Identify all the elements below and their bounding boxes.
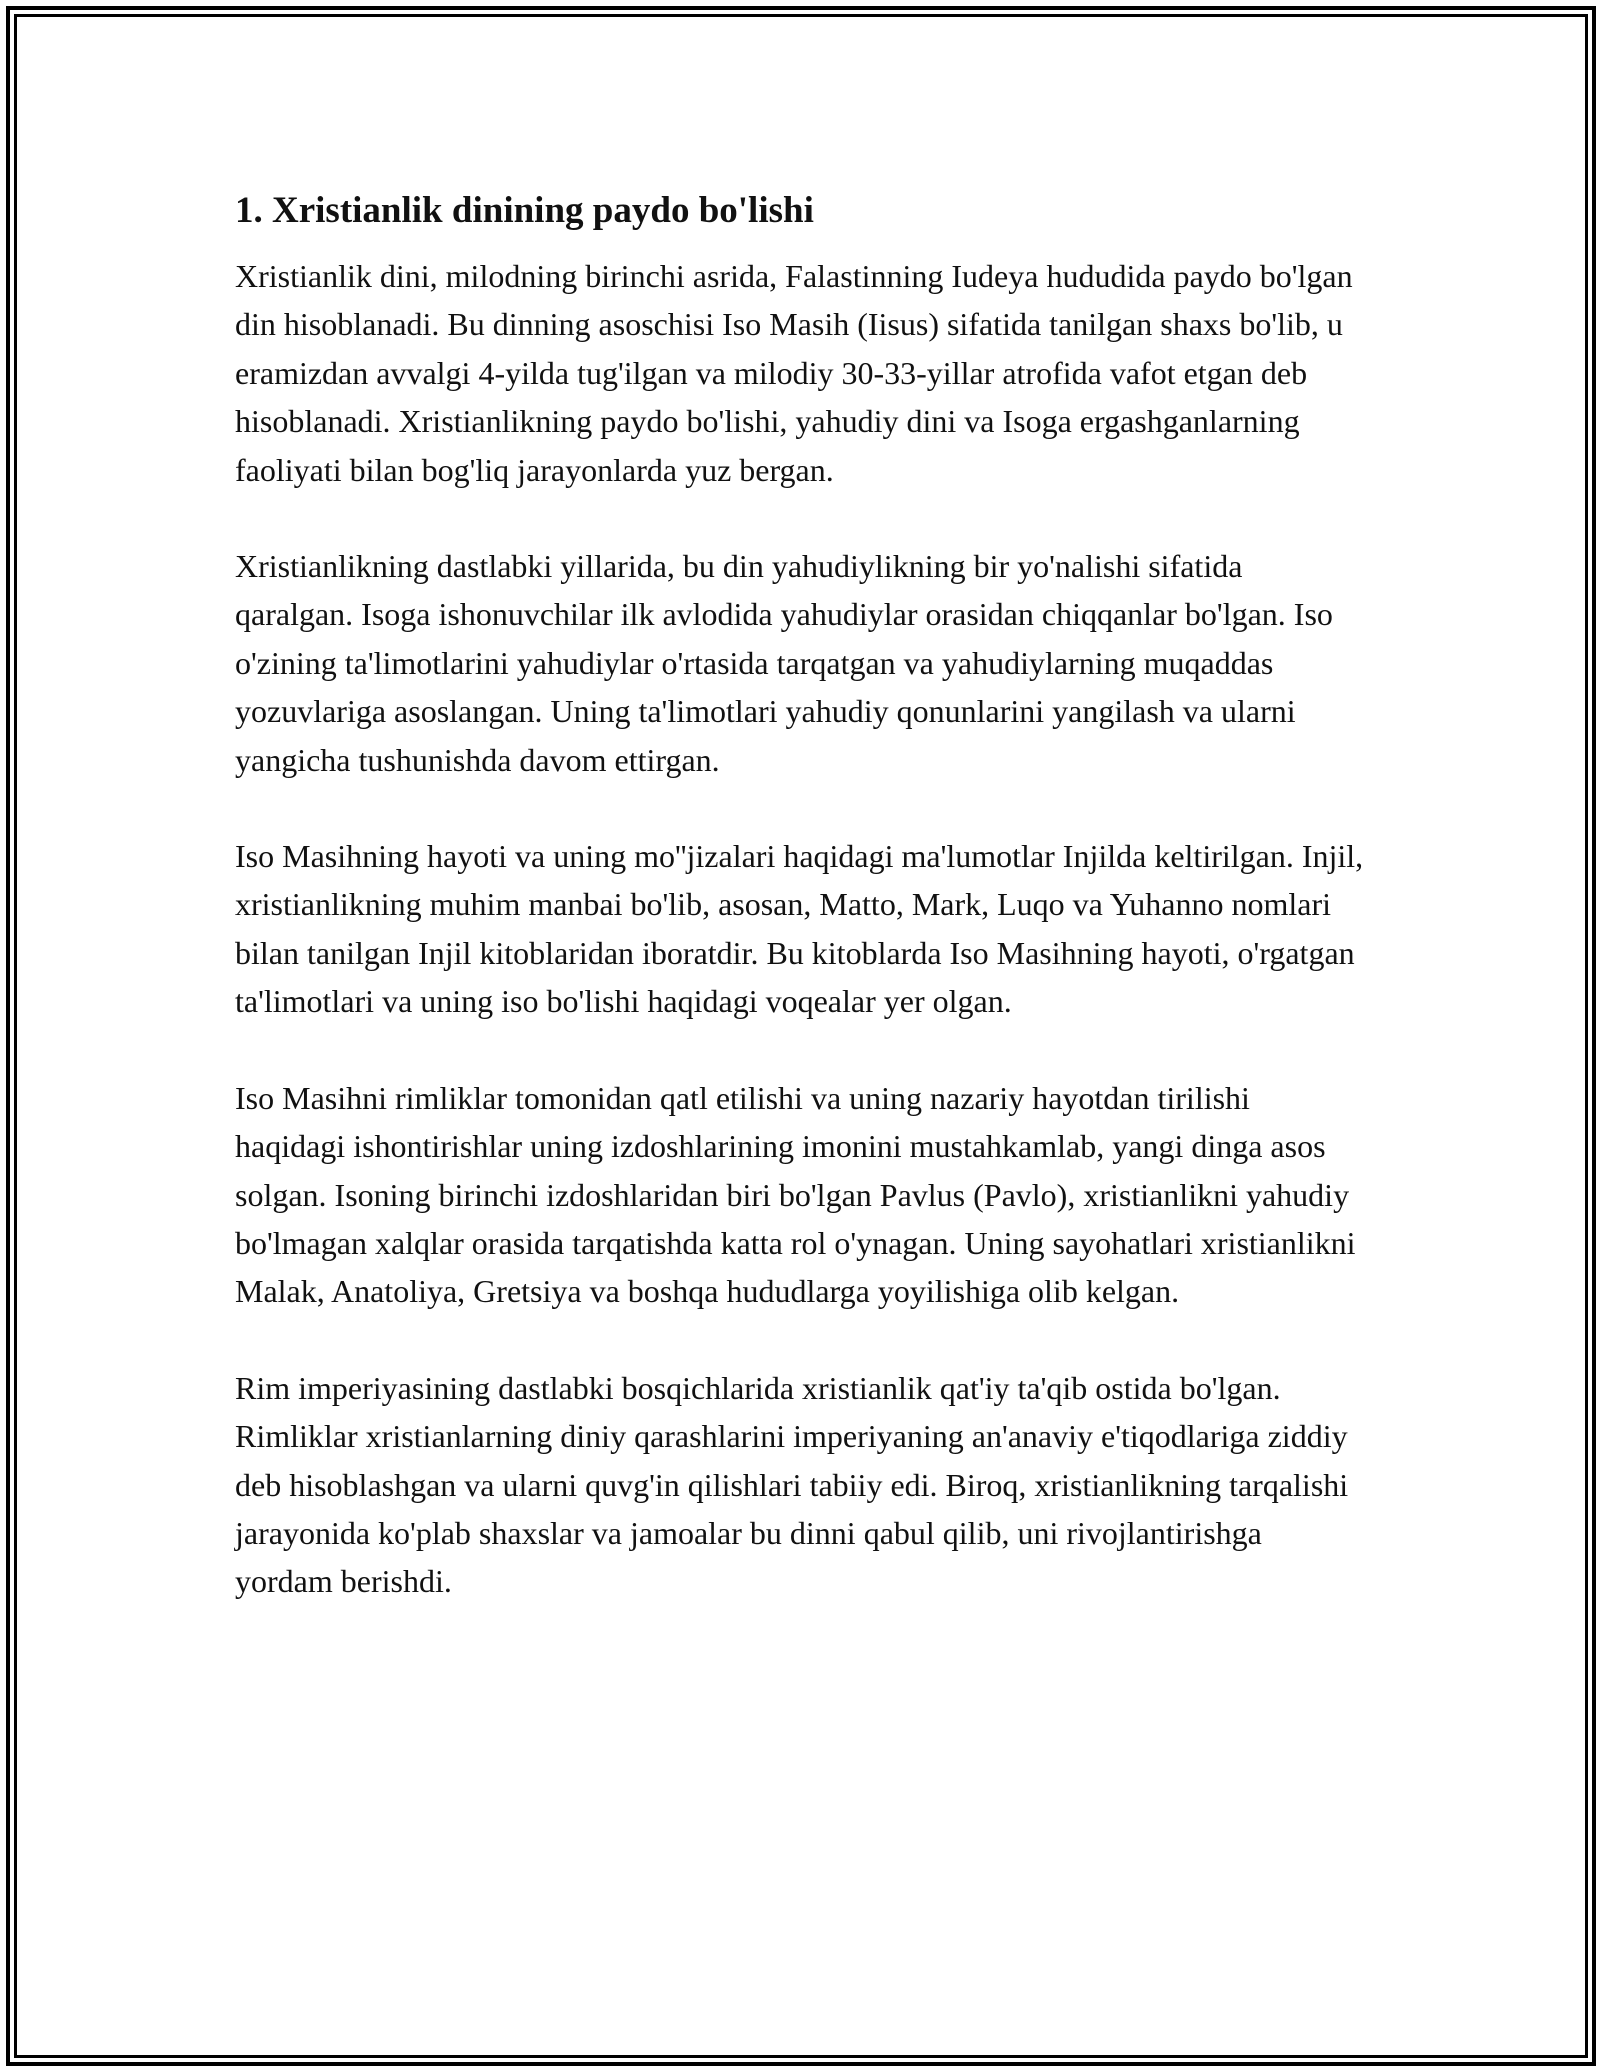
paragraph-1: Xristianlik dini, milodning birinchi asrida, Falastinning Iudeya hududida paydo bo'lgan din hisoblanadi. Bu dinning asoschisi Iso Masih (Iisus) sifatida tanilgan shaxs bo'lib, u eramizdan avvalgi 4-yilda tug'ilgan va milodiy 30-33-yillar atrofida vafot etgan deb hisoblanadi. Xristianlikning paydo bo'lishi, yahudiy dini va Isoga ergashganlarning faoliyati bilan bog'liq jarayonlarda yuz bergan. <box>235 258 1353 488</box>
paragraph-2: Xristianlikning dastlabki yillarida, bu din yahudiylikning bir yo'nalishi sifatida qaralgan. Isoga ishonuvchilar ilk avlodida yahudiylar orasidan chiqqanlar bo'lgan. Iso o'zining ta'limotlarini yahudiylar o'rtasida tarqatgan va yahudiylarning muqaddas yozuvlariga asoslangan. Uning ta'limotlari yahudiy qonunlarini yangilash va ularni yangicha tushunishda davom ettirgan. <box>235 548 1333 778</box>
page-title: 1. Xristianlik dinining paydo bo'lishi <box>235 190 814 231</box>
paragraph-4: Iso Masihni rimliklar tomonidan qatl etilishi va uning nazariy hayotdan tirilishi haqidagi ishontirishlar uning izdoshlarining imonini mustahkamlab, yangi dinga asos solgan. Isoning birinchi izdoshlaridan biri bo'lgan Pavlus (Pavlo), xristianlikni yahudiy bo'lmagan xalqlar orasida tarqatishda katta rol o'ynagan. Uning sayohatlari xristianlikni Malak, Anatoliya, Gretsiya va boshqa hududlarga yoyilishiga olib kelgan. <box>235 1079 1356 1310</box>
paragraph-3: Iso Masihning hayoti va uning mo''jizalari haqidagi ma'lumotlar Injilda keltirilgan. Injil, xristianlikning muhim manbai bo'lib, asosan, Matto, Mark, Luqo va Yuhanno nomlari bilan tanilgan Injil kitoblaridan iboratdir. Bu kitoblarda Iso Masihning hayoti, o'rgatgan ta'limotlari va uning iso bo'lishi haqidagi voqealar yer olgan. <box>235 838 1364 1020</box>
document-body <box>235 186 1365 1606</box>
paragraph-5: Rim imperiyasining dastlabki bosqichlarida xristianlik qat'iy ta'qib ostida bo'lgan. Rimliklar xristianlarning diniy qarashlarini imperiyaning an'anaviy e'tiqodlariga ziddiy deb hisoblashgan va ularni quvg'in qilishlari tabiiy edi. Biroq, xristianlikning tarqalishi jarayonida ko'plab shaxslar va jamoalar bu dinni qabul qilib, uni rivojlantirishga yordam berishdi. <box>235 1369 1349 1600</box>
